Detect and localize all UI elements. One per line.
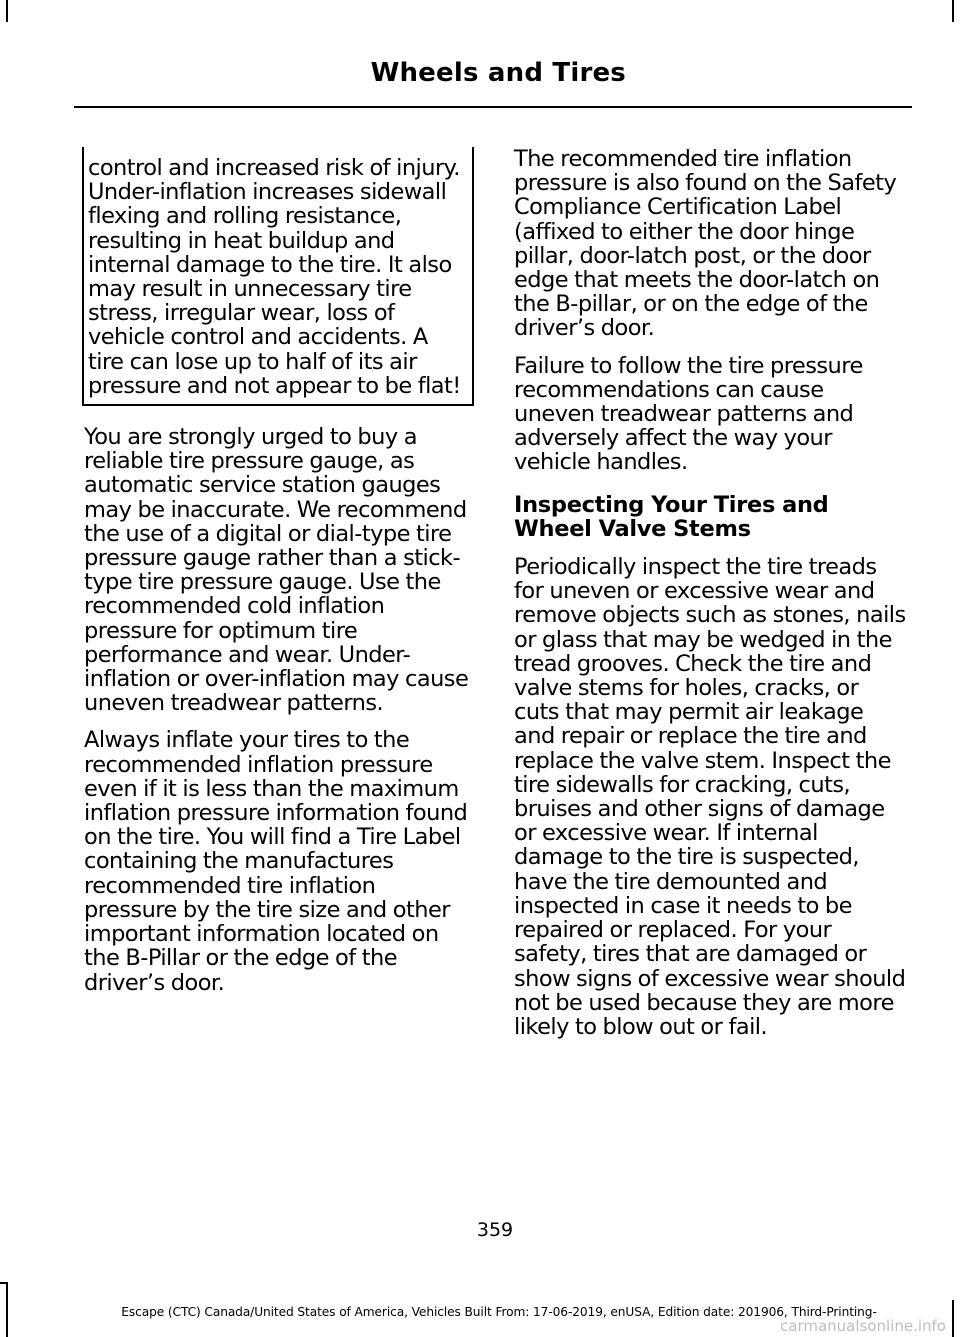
warning-text: control and increased risk of injury. Under-inflation increases sidewall flexing and rolling resistance, resulting in heat buildup and internal damage to the tire. It also may result in unnecessary tire stress, irregular wear, loss of vehicle control and accidents. A tire can lose up to half of its air pressure and not appear to be flat! (88, 155, 461, 399)
page-number: 359 (476, 1219, 514, 1241)
paragraph-pressure-recommendations: Failure to follow the tire pressure recommendations can cause uneven treadwear patterns and adversely affect the way your vehicle handles. (514, 352, 863, 476)
paragraph-inspect-tires: Periodically inspect the tire treads for uneven or excessive wear and remove objects such as stones, nails or glass that may be wedged in the tread grooves. Check the tire and valve stems for holes, cracks, or cuts that may permit air leakage and repair or replace the tire and replace the valve stem. Inspect the tire sidewalls for cracking, cuts, bruises and other signs of damage or excessive wear. If internal damage to the tire is suspected, have the tire demounted and inspected in case it needs to be repaired or replaced. For your safety, tires that are damaged or show signs of excessive wear should not be used because they are more likely to blow out or fail. (514, 554, 906, 1040)
left-column (84, 147, 474, 1008)
crop-mark-top-right (952, 0, 954, 22)
crop-mark-top-left (6, 0, 8, 22)
right-column (514, 147, 908, 1052)
page-title: Wheels and Tires (370, 58, 626, 88)
paragraph-certification-label: The recommended tire inflation pressure is also found on the Safety Compliance Certification Label (affixed to either the door hinge pillar, door-latch post, or the door edge that meets the door-latch on the B-pillar, or on the edge of the driver’s door. (514, 146, 897, 342)
warning-box (82, 147, 474, 406)
footer-edition-text: Escape (CTC) Canada/United States of America, Vehicles Built From: 17-06-2019, enUSA, Edition date: 201906, Third-Printing- (121, 1305, 877, 1319)
paragraph-inflate-tires: Always inflate your tires to the recommended inflation pressure even if it is less than the maximum inflation pressure information found on the tire. You will find a Tire Label containing the manufactures recommended tire inflation pressure by the tire size and other important information located on the B-Pillar or the edge of the driver’s door. (84, 727, 468, 996)
header-divider (74, 106, 912, 108)
section-heading: Inspecting Your Tires and Wheel Valve Stems (514, 491, 829, 542)
crop-mark-bottom-left-horizontal (0, 1282, 8, 1284)
watermark: carmanualsonline.info (780, 1317, 946, 1335)
paragraph-tire-gauge: You are strongly urged to buy a reliable tire pressure gauge, as automatic service station gauges may be inaccurate. We recommend the use of a digital or dial-type tire pressure gauge rather than a stick-type tire pressure gauge. Use the recommended cold inflation pressure for optimum tire performance and wear. Under-inflation or over-inflation may cause uneven treadwear patterns. (84, 424, 469, 717)
